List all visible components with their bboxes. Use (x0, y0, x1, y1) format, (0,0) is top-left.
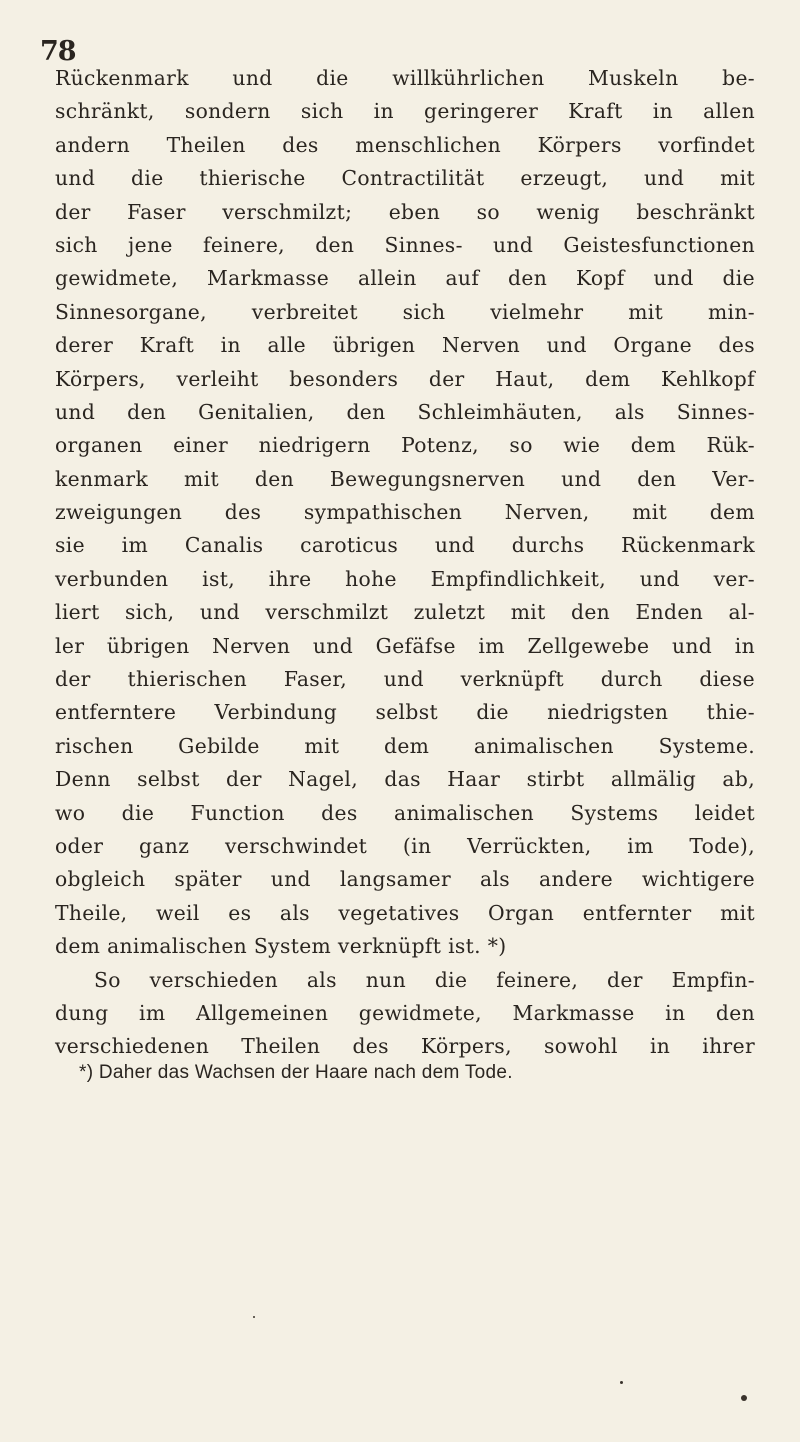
body-text (55, 62, 755, 1064)
text-line: liert sich, und verschmilzt zuletzt mit den Enden al- (55, 600, 755, 625)
text-line: schränkt, sondern sich in geringerer Kraft in allen (55, 99, 755, 124)
text-line: obgleich später und langsamer als andere wichtigere (55, 867, 755, 892)
text-line: der thierischen Faser, und verknüpft durch diese (55, 667, 755, 692)
text-line: derer Kraft in alle übrigen Nerven und Organe des (55, 333, 755, 358)
text-line: und den Genitalien, den Schleimhäuten, als Sinnes- (55, 399, 755, 424)
text-line: zweigungen des sympathischen Nerven, mit dem (55, 500, 755, 525)
text-line: So verschieden als nun die feinere, der Empfin- (94, 967, 755, 992)
text-line: ler übrigen Nerven und Gefäfse im Zellgewebe und in (55, 633, 755, 658)
text-line: Sinnesorgane, verbreitet sich vielmehr mit min- (55, 299, 755, 324)
text-line: organen einer niedrigern Potenz, so wie dem Rük- (55, 433, 755, 458)
text-line: Denn selbst der Nagel, das Haar stirbt allmälig ab, (55, 767, 755, 792)
page-number: 78 (40, 36, 76, 67)
text-line: Rückenmark und die willkührlichen Muskeln be- (55, 66, 755, 90)
footnote: *) Daher das Wachsen der Haare nach dem Tode. (79, 1062, 513, 1083)
text-line: sie im Canalis caroticus und durchs Rückenmark (55, 533, 755, 558)
text-line: wo die Function des animalischen Systems leidet (55, 800, 755, 825)
print-speck (253, 1316, 255, 1318)
text-line: verschiedenen Theilen des Körpers, sowohl in ihrer (55, 1034, 755, 1059)
text-line: und die thierische Contractilität erzeugt, und mit (55, 166, 755, 191)
text-line: sich jene feinere, den Sinnes- und Geistesfunctionen (55, 232, 755, 257)
text-line: kenmark mit den Bewegungsnerven und den Ver- (55, 466, 755, 491)
text-line: Theile, weil es als vegetatives Organ entfernter mit (55, 900, 755, 925)
text-line: andern Theilen des menschlichen Körpers vorfindet (55, 132, 755, 157)
print-speck (620, 1381, 623, 1384)
text-line: gewidmete, Markmasse allein auf den Kopf und die (55, 266, 755, 291)
text-line: dem animalischen System verknüpft ist. *) (55, 934, 507, 959)
text-line: Körpers, verleiht besonders der Haut, dem Kehlkopf (55, 366, 755, 391)
text-line: oder ganz verschwindet (in Verrückten, im Tode), (55, 833, 755, 858)
text-line: entferntere Verbindung selbst die niedrigsten thie- (55, 700, 755, 725)
text-line: dung im Allgemeinen gewidmete, Markmasse in den (55, 1000, 755, 1025)
text-line: rischen Gebilde mit dem animalischen Systeme. (55, 733, 755, 758)
text-line: verbunden ist, ihre hohe Empfindlichkeit, und ver- (55, 566, 755, 591)
print-speck (741, 1395, 747, 1401)
text-line: der Faser verschmilzt; eben so wenig beschränkt (55, 199, 755, 224)
